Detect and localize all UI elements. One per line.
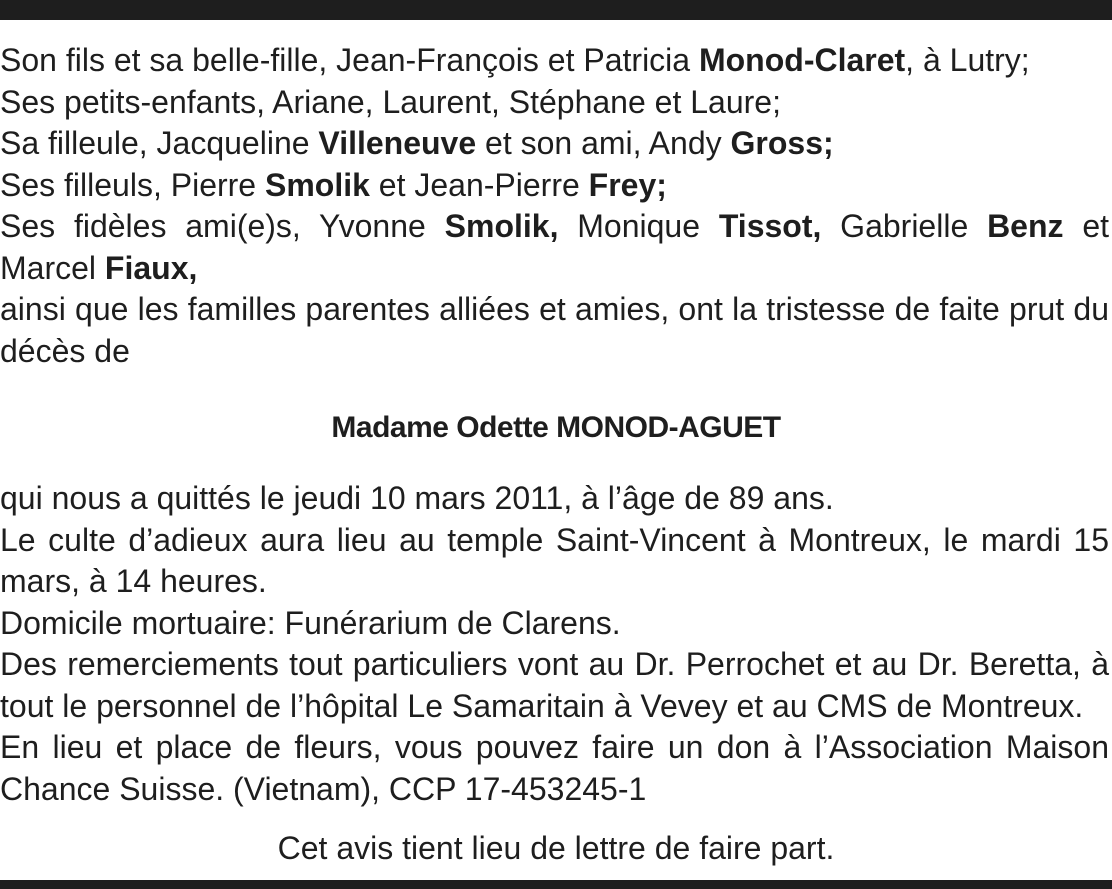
announcement-line-grandchildren: Ses petits-enfants, Ariane, Laurent, Stéphane et Laure; bbox=[0, 83, 781, 120]
detail-mortuary: Domicile mortuaire: Funérarium de Clarens. bbox=[0, 604, 621, 641]
announcement-line-goddaughter: Sa filleule, Jacqueline Villeneuve et son ami, Andy Gross; bbox=[0, 125, 834, 161]
announcement-line-son: Son fils et sa belle-fille, Jean-François et Patricia Monod-Claret, à Lutry; bbox=[0, 42, 1030, 78]
detail-donation: En lieu et place de fleurs, vous pouvez faire un don à l’Association Maison Chance Suisse. (Vietnam), CCP 17-453245-1 bbox=[0, 729, 1109, 807]
detail-ceremony: Le culte d’adieux aura lieu au temple Saint-Vincent à Montreux, le mardi 15 mars, à 14 heures. bbox=[0, 521, 1109, 599]
detail-thanks: Des remerciements tout particuliers vont au Dr. Perrochet et au Dr. Beretta, à tout le personnel de l’hôpital Le Samaritain à Vevey et au CMS de Montreux. bbox=[0, 646, 1109, 724]
deceased-name-heading: Madame Odette MONOD-AGUET bbox=[331, 411, 781, 444]
announcement-line-godsons: Ses filleuls, Pierre Smolik et Jean-Pierre Frey; bbox=[0, 166, 667, 203]
family-announcement bbox=[0, 40, 1109, 372]
notice-details bbox=[0, 478, 1109, 810]
announcement-line-families: ainsi que les familles parentes alliées et amies, ont la tristesse de faite prut du décès de bbox=[0, 291, 1109, 369]
closing-statement: Cet avis tient lieu de lettre de faire part. bbox=[277, 830, 835, 866]
announcement-line-friends: Ses fidèles ami(e)s, Yvonne Smolik, Monique Tissot, Gabrielle Benz et Marcel Fiaux, bbox=[0, 208, 1110, 286]
detail-passing-date: qui nous a quittés le jeudi 10 mars 2011, à l’âge de 89 ans. bbox=[0, 480, 834, 516]
top-border-rule bbox=[0, 0, 1112, 20]
bottom-border-rule bbox=[0, 880, 1112, 889]
